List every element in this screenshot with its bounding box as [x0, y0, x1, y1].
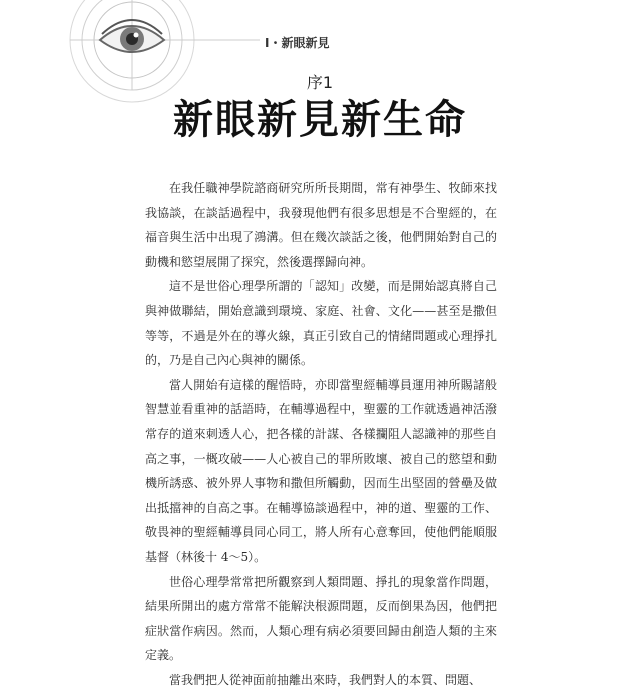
body-text — [145, 176, 497, 692]
paragraph: 當人開始有這樣的醒悟時，亦即當聖經輔導員運用神所賜諸般智慧並看重神的話語時，在輔導過程中，聖靈的工作就透過神活潑常存的道來刺透人心，把各樣的計謀、各樣攔阻人認識神的那些自高之事，一概攻破——人心被自己的罪所敗壞、被自己的慾望和動機所誘惑、被外界人事物和撒但所觸動，因而生出堅固的營壘及做出抵擋神的自高之事。在輔導協談過程中，神的道、聖靈的工作、敬畏神的聖經輔導員同心同工，將人所有心意奪回，使他們能順服基督（林後十 4～5）。 — [145, 377, 497, 564]
paragraph: 在我任職神學院諮商研究所所長期間，常有神學生、牧師來找我協談，在談話過程中，我發現他們有很多思想是不合聖經的，在福音與生活中出現了鴻溝。但在幾次談話之後，他們開始對自己的動機和慾望展開了探究，然後選擇歸向神。 — [145, 181, 497, 269]
page-title: 新眼新見新生命 — [173, 97, 467, 143]
paragraph: 世俗心理學常常把所觀察到人類問題、掙扎的現象當作問題，結果所開出的處方常常不能解決根源問題，反而倒果為因，他們把症狀當作病因。然而，人類心理有病必須要回歸由創造人類的主來定義。 — [145, 574, 497, 663]
paragraph: 這不是世俗心理學所謂的「認知」改變，而是開始認真將自己與神做聯結，開始意識到環境、家庭、社會、文化——甚至是撒但等等，不過是外在的導火線，真正引致自己的情緒問題或心理掙扎的，乃是自己內心與神的關係。 — [145, 279, 497, 368]
preface-label: 序1 — [306, 73, 334, 92]
chapter-label: I・新眼新見 — [265, 36, 330, 50]
paragraph: 當我們把人從神面前抽離出來時，我們對人的本質、問題、 — [169, 672, 482, 687]
